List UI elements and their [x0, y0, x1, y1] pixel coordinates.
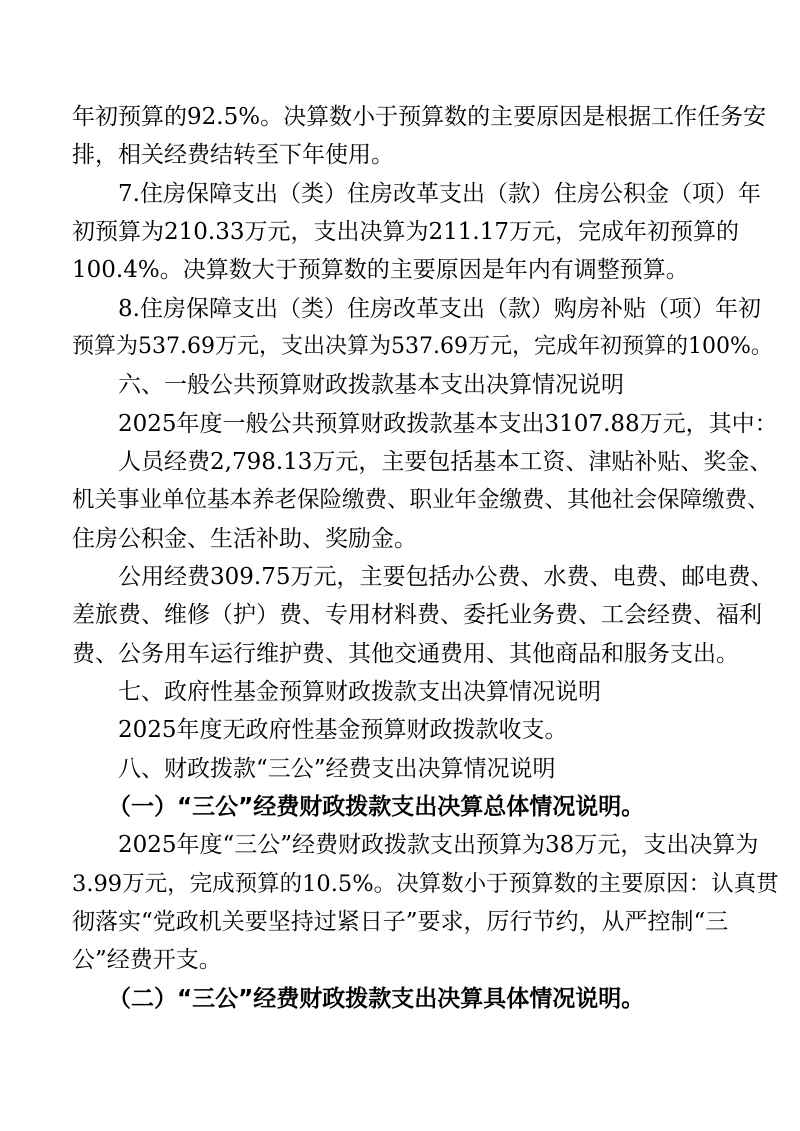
paragraph-line: 公用经费309.75万元，主要包括办公费、水费、电费、邮电费、 [118, 564, 774, 590]
paragraph-line: 100.4%。决算数大于预算数的主要原因是年内有调整预算。 [72, 257, 689, 283]
paragraph-line: 2025年度“三公”经费财政拨款支出预算为38万元，支出决算为 [118, 832, 759, 858]
paragraph-line: 8.住房保障支出（类）住房改革支出（款）购房补贴（项）年初 [118, 296, 761, 322]
paragraph-line: 2025年度无政府性基金预算财政拨款收支。 [118, 717, 568, 743]
paragraph-line: 公”经费开支。 [72, 947, 222, 973]
paragraph-line: 年初预算的92.5%。决算数小于预算数的主要原因是根据工作任务安 [72, 104, 767, 130]
paragraph-line: 预算为537.69万元，支出决算为537.69万元，完成年初预算的100%。 [72, 334, 773, 359]
subsection-heading: （一）“三公”经费财政拨款支出决算总体情况说明。 [108, 794, 645, 820]
section-heading: 七、政府性基金预算财政拨款支出决算情况说明 [118, 679, 601, 705]
paragraph-line: 初预算为210.33万元，支出决算为211.17万元，完成年初预算的 [72, 219, 739, 245]
paragraph-line: 费、公务用车运行维护费、其他交通费用、其他商品和服务支出。 [72, 641, 739, 667]
paragraph-line: 住房公积金、生活补助、奖励金。 [72, 526, 417, 552]
section-heading: 八、财政拨款“三公”经费支出决算情况说明 [118, 756, 556, 782]
paragraph-line: 7.住房保障支出（类）住房改革支出（款）住房公积金（项）年 [118, 181, 761, 207]
paragraph-line: 排，相关经费结转至下年使用。 [72, 142, 394, 168]
section-heading: 六、一般公共预算财政拨款基本支出决算情况说明 [118, 372, 624, 398]
paragraph-line: 2025年度一般公共预算财政拨款基本支出3107.88万元，其中： [118, 411, 778, 437]
paragraph-line: 彻落实“党政机关要坚持过紧日子”要求，厉行节约，从严控制“三 [72, 909, 729, 935]
subsection-heading: （二）“三公”经费财政拨款支出决算具体情况说明。 [108, 986, 645, 1012]
paragraph-line: 差旅费、维修（护）费、专用材料费、委托业务费、工会经费、福利 [72, 602, 762, 628]
paragraph-line: 人员经费2,798.13万元，主要包括基本工资、津贴补贴、奖金、 [118, 449, 773, 475]
paragraph-line: 3.99万元，完成预算的10.5%。决算数小于预算数的主要原因：认真贯 [72, 871, 779, 897]
paragraph-line: 机关事业单位基本养老保险缴费、职业年金缴费、其他社会保障缴费、 [72, 487, 770, 513]
